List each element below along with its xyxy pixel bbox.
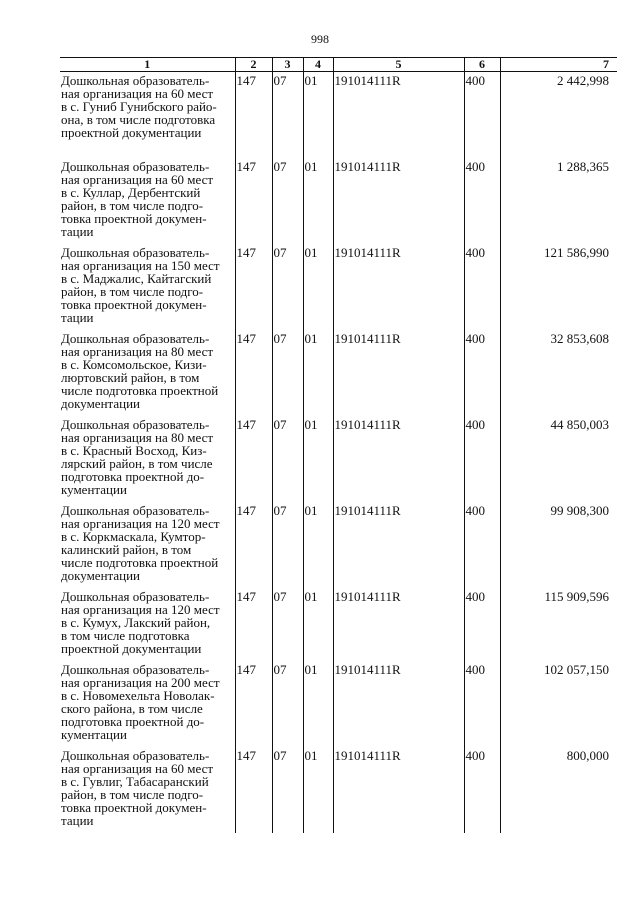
expense-type-cell: 400 [464, 158, 500, 244]
expense-type-cell: 400 [464, 502, 500, 588]
budget-table [60, 57, 617, 833]
column-header: 4 [303, 58, 333, 72]
table-row [60, 747, 617, 833]
column-header: 2 [235, 58, 272, 72]
table-row [60, 244, 617, 330]
column-header: 7 [500, 58, 617, 72]
table-row [60, 502, 617, 588]
object-description-cell: Дошкольная образователь- ная организация на 60 мест в с. Куллар, Дербентский район, в том числе подго- товка проектной докумен- тации [60, 158, 235, 244]
section-code-cell: 147 [235, 244, 272, 330]
amount-cell: 800,000 [500, 747, 617, 833]
object-description-cell: Дошкольная образователь- ная организация на 200 мест в с. Новомехельта Новолак- ского района, в том числе подготовка проектной до- кументации [60, 661, 235, 747]
item-code-cell: 01 [303, 502, 333, 588]
expense-type-cell: 400 [464, 588, 500, 661]
subsection-code-cell: 07 [272, 588, 303, 661]
amount-cell: 44 850,003 [500, 416, 617, 502]
subsection-code-cell: 07 [272, 158, 303, 244]
target-article-cell: 191014111R [333, 416, 464, 502]
subsection-code-cell: 07 [272, 330, 303, 416]
item-code-cell: 01 [303, 244, 333, 330]
subsection-code-cell: 07 [272, 502, 303, 588]
item-code-cell: 01 [303, 72, 333, 158]
target-article-cell: 191014111R [333, 661, 464, 747]
item-code-cell: 01 [303, 158, 333, 244]
subsection-code-cell: 07 [272, 661, 303, 747]
column-header: 3 [272, 58, 303, 72]
section-code-cell: 147 [235, 502, 272, 588]
column-header: 1 [60, 58, 235, 72]
object-description-cell: Дошкольная образователь- ная организация на 80 мест в с. Комсомольское, Кизи- люртовский район, в том числе подготовка проектной документации [60, 330, 235, 416]
section-code-cell: 147 [235, 588, 272, 661]
table-row [60, 588, 617, 661]
table-row [60, 72, 617, 158]
target-article-cell: 191014111R [333, 588, 464, 661]
section-code-cell: 147 [235, 72, 272, 158]
expense-type-cell: 400 [464, 416, 500, 502]
object-description-cell: Дошкольная образователь- ная организация на 80 мест в с. Красный Восход, Киз- лярский район, в том числе подготовка проектной до- кументации [60, 416, 235, 502]
expense-type-cell: 400 [464, 747, 500, 833]
table-row [60, 661, 617, 747]
amount-cell: 115 909,596 [500, 588, 617, 661]
table-header-row [60, 58, 617, 72]
table-row [60, 330, 617, 416]
expense-type-cell: 400 [464, 244, 500, 330]
target-article-cell: 191014111R [333, 330, 464, 416]
target-article-cell: 191014111R [333, 244, 464, 330]
amount-cell: 102 057,150 [500, 661, 617, 747]
column-header: 6 [464, 58, 500, 72]
amount-cell: 32 853,608 [500, 330, 617, 416]
item-code-cell: 01 [303, 661, 333, 747]
table-row [60, 158, 617, 244]
amount-cell: 121 586,990 [500, 244, 617, 330]
target-article-cell: 191014111R [333, 72, 464, 158]
item-code-cell: 01 [303, 747, 333, 833]
section-code-cell: 147 [235, 158, 272, 244]
subsection-code-cell: 07 [272, 416, 303, 502]
object-description-cell: Дошкольная образователь- ная организация на 120 мест в с. Кумух, Лакский район, в том числе подготовка проектной документации [60, 588, 235, 661]
expense-type-cell: 400 [464, 72, 500, 158]
object-description-cell: Дошкольная образователь- ная организация на 150 мест в с. Маджалис, Кайтагский район, в том числе подго- товка проектной докумен- тации [60, 244, 235, 330]
target-article-cell: 191014111R [333, 502, 464, 588]
expense-type-cell: 400 [464, 661, 500, 747]
section-code-cell: 147 [235, 661, 272, 747]
object-description-cell: Дошкольная образователь- ная организация на 120 мест в с. Коркмаскала, Кумтор- калинский район, в том числе подготовка проектной документации [60, 502, 235, 588]
page-number: 998 [311, 32, 329, 46]
target-article-cell: 191014111R [333, 747, 464, 833]
item-code-cell: 01 [303, 588, 333, 661]
amount-cell: 2 442,998 [500, 72, 617, 158]
section-code-cell: 147 [235, 330, 272, 416]
column-header: 5 [333, 58, 464, 72]
section-code-cell: 147 [235, 747, 272, 833]
item-code-cell: 01 [303, 330, 333, 416]
amount-cell: 1 288,365 [500, 158, 617, 244]
section-code-cell: 147 [235, 416, 272, 502]
table-row [60, 416, 617, 502]
item-code-cell: 01 [303, 416, 333, 502]
target-article-cell: 191014111R [333, 158, 464, 244]
object-description-cell: Дошкольная образователь- ная организация на 60 мест в с. Гуниб Гунибского райо- она, в том числе подготовка проектной документации [60, 72, 235, 158]
expense-type-cell: 400 [464, 330, 500, 416]
amount-cell: 99 908,300 [500, 502, 617, 588]
subsection-code-cell: 07 [272, 244, 303, 330]
object-description-cell: Дошкольная образователь- ная организация на 60 мест в с. Гувлиг, Табасаранский район, в том числе подго- товка проектной докумен- тации [60, 747, 235, 833]
subsection-code-cell: 07 [272, 72, 303, 158]
subsection-code-cell: 07 [272, 747, 303, 833]
